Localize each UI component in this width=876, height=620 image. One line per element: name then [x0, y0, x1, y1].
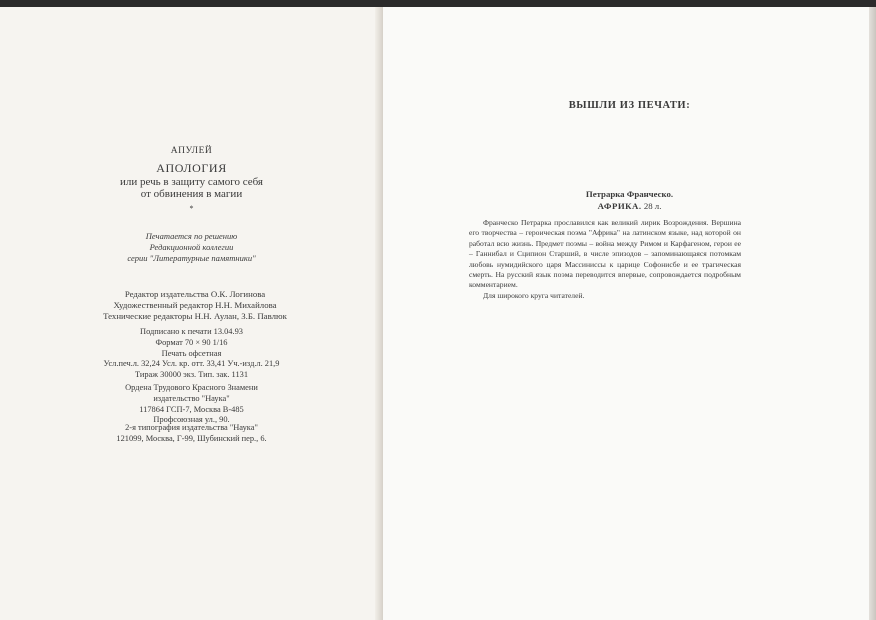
book-spread — [0, 7, 876, 620]
announced-book-title: АФРИКА. — [597, 201, 642, 211]
publisher-line: Ордена Трудового Красного Знамени — [125, 383, 258, 392]
staff-credits — [60, 289, 330, 322]
left-page — [0, 7, 383, 620]
typography-line: 121099, Москва, Г-99, Шубинский пер., 6. — [116, 433, 267, 443]
book-author: АПУЛЕЙ — [170, 146, 213, 156]
top-edge — [0, 0, 876, 7]
print-info — [0, 327, 383, 381]
description-text: Франческо Петрарка прославился как великий лирик Возрождения. Вершина его творчества – героическая поэма "Африка" на латинском языке, над которой он работал всю жизнь. Предмет поэмы – война между Римом и Карфагеном, герои ее – Ганнибал и Сципион Старший, в числе эпизодов – запоминающаяся потомкам любовь нумидийского царя Массиниссы к царице Софонисбе и ее трагическая смерть. На русский язык поэма переводится впервые, сопровождается подробным комментарием. — [469, 218, 741, 290]
book-title: АПОЛОГИЯ — [156, 161, 227, 175]
publisher-info — [0, 383, 383, 426]
right-page-edge — [869, 7, 876, 620]
staff-line: Художественный редактор Н.Н. Михайлова — [113, 300, 277, 310]
print-line: Усл.печ.л. 32,24 Усл. кр. отт. 33,41 Уч.-изд.л. 21,9 — [103, 359, 280, 369]
staff-line: Редактор издательства О.К. Логинова — [124, 289, 266, 299]
print-line: Тираж 30000 экз. Тип. зак. 1131 — [134, 370, 249, 380]
announced-book-title-line — [383, 201, 876, 211]
print-line: Формат 70 × 90 1/16 — [155, 337, 228, 347]
publisher-note-line: Печатается по решению — [145, 231, 238, 241]
print-line: Печать офсетная — [161, 348, 222, 358]
book-subtitle-line2: от обвинения в магии — [140, 188, 243, 200]
right-page — [383, 7, 876, 620]
print-line: Подписано к печати 13.04.93 — [140, 327, 243, 336]
typography-info — [0, 423, 383, 445]
typography-line: 2-я типография издательства "Наука" — [125, 423, 258, 432]
announced-book-author: Петрарка Франческо. — [585, 189, 674, 199]
announced-book-description — [469, 218, 741, 301]
announced-book-price: 28 л. — [643, 201, 662, 211]
ornament: * — [189, 204, 194, 213]
announcement-heading: ВЫШЛИ ИЗ ПЕЧАТИ: — [568, 100, 691, 111]
publisher-line: 117864 ГСП-7, Москва В-485 — [139, 404, 244, 414]
audience-text: Для широкого круга читателей. — [483, 290, 585, 300]
staff-line: Технические редакторы Н.Н. Аулан, З.Б. Павлюк — [103, 311, 287, 321]
publisher-note — [0, 231, 383, 264]
publisher-line: издательство "Наука" — [153, 393, 230, 403]
book-subtitle-line1: или речь в защиту самого себя — [120, 176, 263, 188]
publisher-note-line: Редакционной коллегии — [149, 242, 234, 252]
publisher-note-line: серии "Литературные памятники" — [127, 253, 256, 263]
publisher-line: Профсоюзная ул., 90. — [153, 415, 230, 425]
